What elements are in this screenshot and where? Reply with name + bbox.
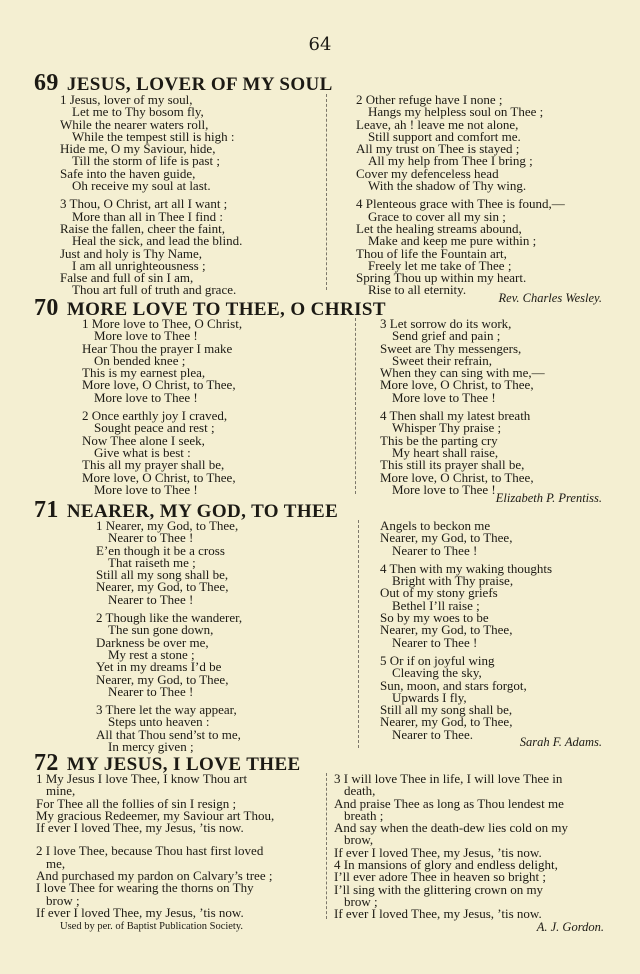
verse-line: Just and holy is Thy Name, (60, 245, 203, 261)
verse-line: 1 Jesus, lover of my soul, (60, 92, 193, 107)
verse-line: And purchased my pardon on Calvary’s tree ; (36, 868, 273, 884)
verse-line: Oh receive my soul at last. (72, 178, 211, 194)
verse-line: More love, O Christ, to Thee, (82, 377, 236, 393)
hymn-70-right-column (380, 318, 545, 496)
verse-line: Still all my song shall be, (96, 567, 229, 583)
verse-line: Freely let me take of Thee ; (368, 257, 512, 273)
verse-line: 1 My Jesus I love Thee, I know Thou art (36, 771, 248, 786)
verse-line: Nearer to Thee ! (108, 530, 194, 546)
verse-line: All my help from Thee I bring ; (368, 153, 533, 169)
verse-line: death, (344, 783, 376, 799)
hymn-number: 72 (34, 750, 59, 776)
verse-line: Sweet are Thy messengers, (380, 340, 522, 356)
verse-line: My heart shall raise, (392, 444, 499, 460)
verse-line: breath ; (344, 807, 384, 823)
column-divider (326, 773, 327, 919)
verse-line: Cleaving the sky, (392, 665, 482, 681)
hymn-title-text: NEARER, MY GOD, TO THEE (66, 501, 339, 522)
verse-line: With the shadow of Thy wing. (368, 178, 527, 194)
hymn-number: 71 (34, 497, 59, 523)
hymn-title-text: MORE LOVE TO THEE, O CHRIST (66, 299, 386, 320)
hymn-70-author: Elizabeth P. Prentiss. (495, 491, 602, 505)
verse-line: More love, O Christ, to Thee, (380, 469, 534, 485)
verse-line: Steps unto heaven : (108, 714, 210, 730)
verse-line: On bended knee ; (94, 352, 186, 368)
verse-line: 2 Other refuge have I none ; (356, 92, 503, 107)
hymn-72-left-column (36, 773, 320, 919)
verse-line: Upwards I fly, (392, 689, 467, 705)
verse-line: me, (46, 855, 66, 871)
verse-line: Nearer, my God, to Thee, (380, 530, 513, 546)
verse-line: More love, O Christ, to Thee, (82, 469, 236, 485)
verse-line: Thou art full of truth and grace. (72, 282, 237, 298)
verse-line: Grace to cover all my sin ; (368, 208, 506, 224)
verse-line: This still its prayer shall be, (380, 457, 525, 473)
verse-line: I love Thee for wearing the thorns on Thy (36, 880, 254, 896)
verse-line: 2 Though like the wanderer, (96, 610, 243, 626)
verse-line: Till the storm of life is past ; (72, 153, 220, 169)
verse-line: Still support and comfort me. (368, 128, 521, 144)
verse-line: In mercy given ; (108, 739, 194, 755)
page-number: 64 (308, 34, 332, 55)
verse-line: My gracious Redeemer, my Saviour art Thou, (36, 807, 275, 823)
verse-line: More love to Thee ! (392, 481, 496, 497)
verse-line: Nearer to Thee ! (392, 542, 478, 558)
hymn-title-text: JESUS, LOVER OF MY SOUL (66, 74, 333, 95)
verse-line: Nearer, my God, to Thee, (96, 671, 229, 687)
verse-line: And praise Thee as long as Thou lendest me (334, 795, 564, 811)
verse-line: More love to Thee ! (94, 389, 198, 405)
verse-line: While the nearer waters roll, (60, 116, 209, 132)
hymn-72-right-column (334, 773, 618, 921)
verse-line: For Thee all the follies of sin I resign ; (36, 795, 237, 811)
verse-line: E’en though it be a cross (96, 542, 225, 558)
verse-line: 2 Once earthly joy I craved, (82, 408, 228, 424)
verse-line: False and full of sin I am, (60, 270, 194, 286)
verse-line: Hear Thou the prayer I make (82, 340, 233, 356)
verse-line: More than all in Thee I find : (72, 208, 224, 224)
verse-line: 1 More love to Thee, O Christ, (82, 316, 243, 331)
verse-line: Hide me, O my Saviour, hide, (60, 141, 216, 157)
verse-line: More love to Thee ! (94, 328, 198, 344)
verse-line: All my trust on Thee is stayed ; (356, 141, 520, 157)
verse-line: If ever I loved Thee, my Jesus, ’tis now. (334, 906, 542, 922)
hymn-71-left-column (96, 520, 242, 753)
column-divider (326, 94, 327, 290)
verse-line: Nearer, my God, to Thee, (96, 579, 229, 595)
copyright-credit: Used by per. of Baptist Publication Society. (60, 921, 244, 932)
verse-line: Give what is best : (94, 444, 191, 460)
verse-line: Bethel I’ll raise ; (392, 597, 480, 613)
verse-line: mine, (46, 783, 76, 799)
verse-line: 3 There let the way appear, (96, 702, 237, 718)
verse-line: Nearer to Thee ! (108, 591, 194, 607)
verse-line: Nearer to Thee ! (392, 634, 478, 650)
verse-line: Sun, moon, and stars forgot, (380, 677, 527, 693)
verse-line: Leave, ah ! leave me not alone, (356, 116, 519, 132)
verse-line: Rise to all eternity. (368, 282, 467, 298)
verse-line: I’ll ever adore Thee in heaven so bright ; (334, 869, 547, 885)
verse-line: Angels to beckon me (380, 518, 491, 533)
verse-line: 3 Let sorrow do its work, (380, 316, 512, 331)
hymn-69-right-column (356, 94, 565, 297)
hymn-number: 69 (34, 70, 59, 96)
verse-line: This all my prayer shall be, (82, 457, 225, 473)
verse-line: That raiseth me ; (108, 554, 196, 570)
verse-line: 3 Thou, O Christ, art all I want ; (60, 196, 228, 212)
verse-line: This is my earnest plea, (82, 365, 206, 381)
verse-line: 5 Or if on joyful wing (380, 652, 495, 668)
verse-line: Let me to Thy bosom fly, (72, 104, 204, 120)
verse-line: When they can sing with me,— (380, 365, 545, 381)
verse-line: Sweet their refrain, (392, 352, 492, 368)
hymn-69-left-column (60, 94, 242, 297)
verse-line: 4 Then shall my latest breath (380, 408, 531, 424)
verse-line: If ever I loved Thee, my Jesus, ’tis now. (334, 844, 542, 860)
verse-line: Send grief and pain ; (392, 328, 501, 344)
verse-line: Nearer to Thee ! (108, 683, 194, 699)
verse-line: Nearer to Thee. (392, 726, 473, 742)
verse-line: More love, O Christ, to Thee, (380, 377, 534, 393)
column-divider (358, 520, 359, 748)
hymn-71-right-column (380, 520, 552, 741)
verse-line: Out of my stony griefs (380, 585, 498, 601)
hymn-number: 70 (34, 295, 59, 321)
verse-line: Still all my song shall be, (380, 702, 513, 718)
hymn-71-author: Sarah F. Adams. (519, 735, 602, 749)
verse-line: While the tempest still is high : (72, 128, 235, 144)
verse-line: 1 Nearer, my God, to Thee, (96, 518, 239, 533)
verse-line: This be the parting cry (380, 432, 498, 448)
verse-line: 4 In mansions of glory and endless delight, (334, 857, 558, 873)
verse-line: Darkness be over me, (96, 634, 209, 650)
verse-line: 3 I will love Thee in life, I will love Thee in (334, 771, 563, 786)
verse-line: So by my woes to be (380, 610, 489, 626)
hymn-70-left-column (82, 318, 242, 496)
verse-line: The sun gone down, (108, 622, 214, 638)
verse-line: brow ; (344, 893, 378, 909)
hymn-title-text: MY JESUS, I LOVE THEE (66, 754, 301, 775)
verse-line: If ever I loved Thee, my Jesus, ’tis now. (36, 904, 244, 920)
verse-line: Heal the sick, and lead the blind. (72, 233, 243, 249)
verse-line: Spring Thou up within my heart. (356, 270, 527, 286)
verse-line: Make and keep me pure within ; (368, 233, 537, 249)
hymn-69-author: Rev. Charles Wesley. (498, 291, 602, 305)
verse-line: Whisper Thy praise ; (392, 420, 502, 436)
verse-line: I’ll sing with the glittering crown on my (334, 881, 544, 897)
verse-line: 4 Plenteous grace with Thee is found,— (356, 196, 565, 212)
hymn-72-author: A. J. Gordon. (536, 920, 604, 934)
verse-line: Nearer, my God, to Thee, (380, 714, 513, 730)
verse-line: And say when the death-dew lies cold on my (334, 820, 568, 836)
verse-line: Sought peace and rest ; (94, 420, 215, 436)
column-divider (355, 318, 356, 494)
verse-line: 2 I love Thee, because Thou hast first loved (36, 843, 264, 859)
verse-line: Nearer, my God, to Thee, (380, 622, 513, 638)
verse-line: If ever I loved Thee, my Jesus, ’tis now. (36, 820, 244, 836)
verse-line: Raise the fallen, cheer the faint, (60, 220, 225, 236)
verse-line: My rest a stone ; (108, 646, 195, 662)
verse-line: Let the healing streams abound, (356, 220, 522, 236)
verse-line: More love to Thee ! (392, 389, 496, 405)
verse-line: Hangs my helpless soul on Thee ; (368, 104, 544, 120)
verse-line: 4 Then with my waking thoughts (380, 560, 553, 576)
verse-line: Cover my defenceless head (356, 165, 499, 181)
verse-line: Bright with Thy praise, (392, 573, 514, 589)
verse-line: Now Thee alone I seek, (82, 432, 205, 448)
verse-line: brow, (344, 832, 374, 848)
verse-line: Safe into the haven guide, (60, 165, 196, 181)
verse-line: All that Thou send’st to me, (96, 726, 241, 742)
verse-line: Yet in my dreams I’d be (96, 659, 222, 675)
verse-line: I am all unrighteousness ; (72, 257, 206, 273)
verse-line: More love to Thee ! (94, 481, 198, 497)
verse-line: brow ; (46, 892, 80, 908)
verse-line: Thou of life the Fountain art, (356, 245, 507, 261)
